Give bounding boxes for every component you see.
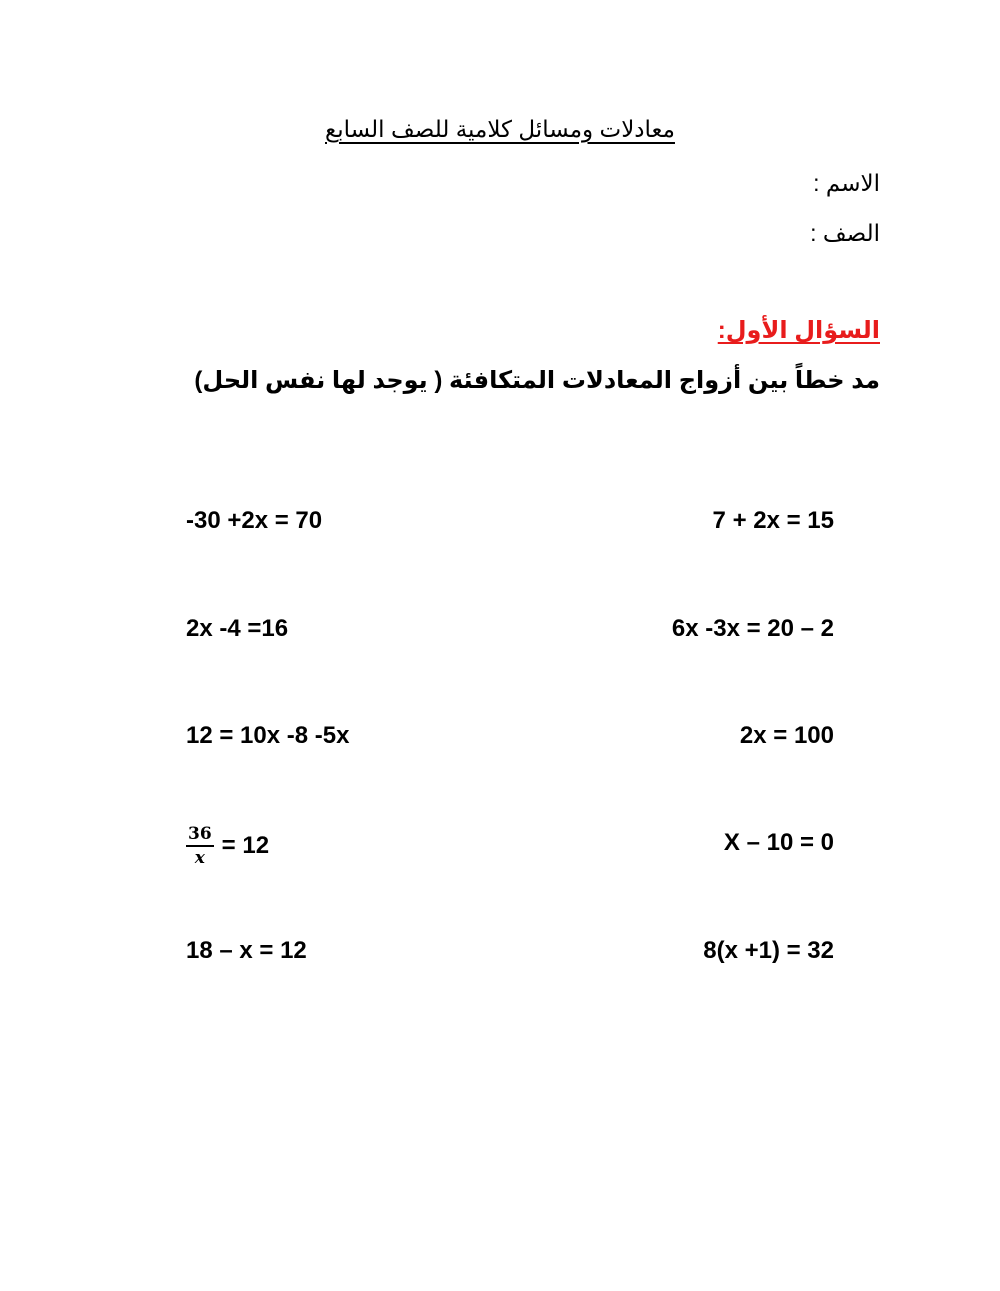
equation-left-2: 2x -4 =16 bbox=[186, 615, 289, 642]
worksheet-title-text: معادلات ومسائل كلامية للصف السابع bbox=[325, 116, 675, 142]
fraction-numerator: 36 bbox=[186, 824, 214, 847]
equation-left-1: -30 +2x = 70 bbox=[186, 507, 323, 534]
equation-left-3: 12 = 10x -8 -5x bbox=[186, 722, 350, 749]
student-class-label: الصف : bbox=[810, 220, 880, 246]
equation-right-1: 7 + 2x = 15 bbox=[712, 507, 834, 534]
equation-right-3: 2x = 100 bbox=[739, 722, 834, 749]
worksheet-title bbox=[0, 116, 1000, 143]
student-name-label: الاسم : bbox=[813, 170, 880, 196]
question-one-heading: السؤال الأول: bbox=[717, 317, 880, 344]
equation-left-4 bbox=[186, 824, 269, 868]
fraction-denominator: x bbox=[194, 848, 205, 868]
equation-left-5: 18 – x = 12 bbox=[186, 937, 307, 964]
fraction bbox=[186, 824, 214, 868]
equation-right-5: 8(x +1) = 32 bbox=[703, 937, 834, 964]
equation-right-4: X – 10 = 0 bbox=[723, 829, 834, 856]
equation-right-2: 6x -3x = 20 – 2 bbox=[671, 615, 834, 642]
question-one-instruction: مد خطاً بين أزواج المعادلات المتكافئة ( يوجد لها نفس الحل) bbox=[194, 367, 880, 394]
fraction-equation-rhs: = 12 bbox=[221, 832, 270, 859]
